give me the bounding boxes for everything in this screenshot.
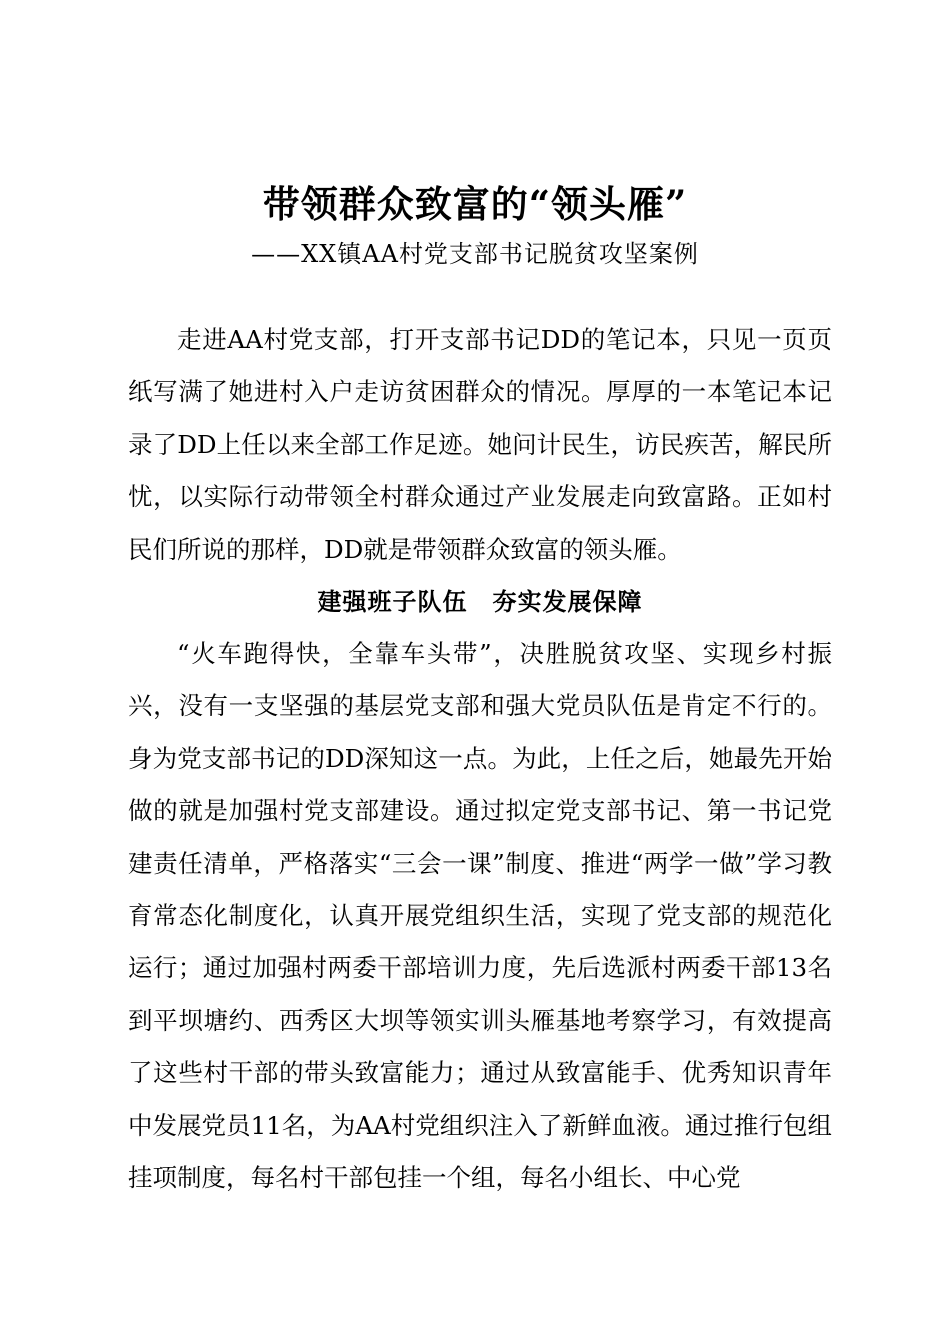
section-paragraph: “火车跑得快，全靠车头带”，决胜脱贫攻坚、实现乡村振兴，没有一支坚强的基层党支部和强大党员队伍是肯定不行的。身为党支部书记的DD深知这一点。为此，上任之后，她最先开始做的就是加强村党支部建设。通过拟定党支部书记、第一书记党建责任清单，严格落实“三会一课”制度、推进“两学一做”学习教育常态化制度化，认真开展党组织生活，实现了党支部的规范化运行；通过加强村两委干部培训力度，先后选派村两委干部13名到平坝塘约、西秀区大坝等领实训头雁基地考察学习，有效提高了这些村干部的带头致富能力；通过从致富能手、优秀知识青年中发展党员11名，为AA村党组织注入了新鲜血液。通过推行包组挂项制度，每名村干部包挂一个组，每名小组长、中心党: [128, 639, 832, 1193]
document-title: 带领群众致富的“领头雁”: [262, 182, 688, 226]
document-body: [128, 314, 832, 1205]
document-subtitle: ——XX镇AA村党支部书记脱贫攻坚案例: [251, 240, 699, 268]
section-heading: 建强班子队伍 夯实发展保障: [317, 588, 643, 617]
intro-paragraph: 走进AA村党支部，打开支部书记DD的笔记本，只见一页页纸写满了她进村入户走访贫困群众的情况。厚厚的一本笔记本记录了DD上任以来全部工作足迹。她问计民生，访民疾苦，解民所忧，以实际行动带领全村群众通过产业发展走向致富路。正如村民们所说的那样，DD就是带领群众致富的领头雁。: [128, 325, 832, 564]
